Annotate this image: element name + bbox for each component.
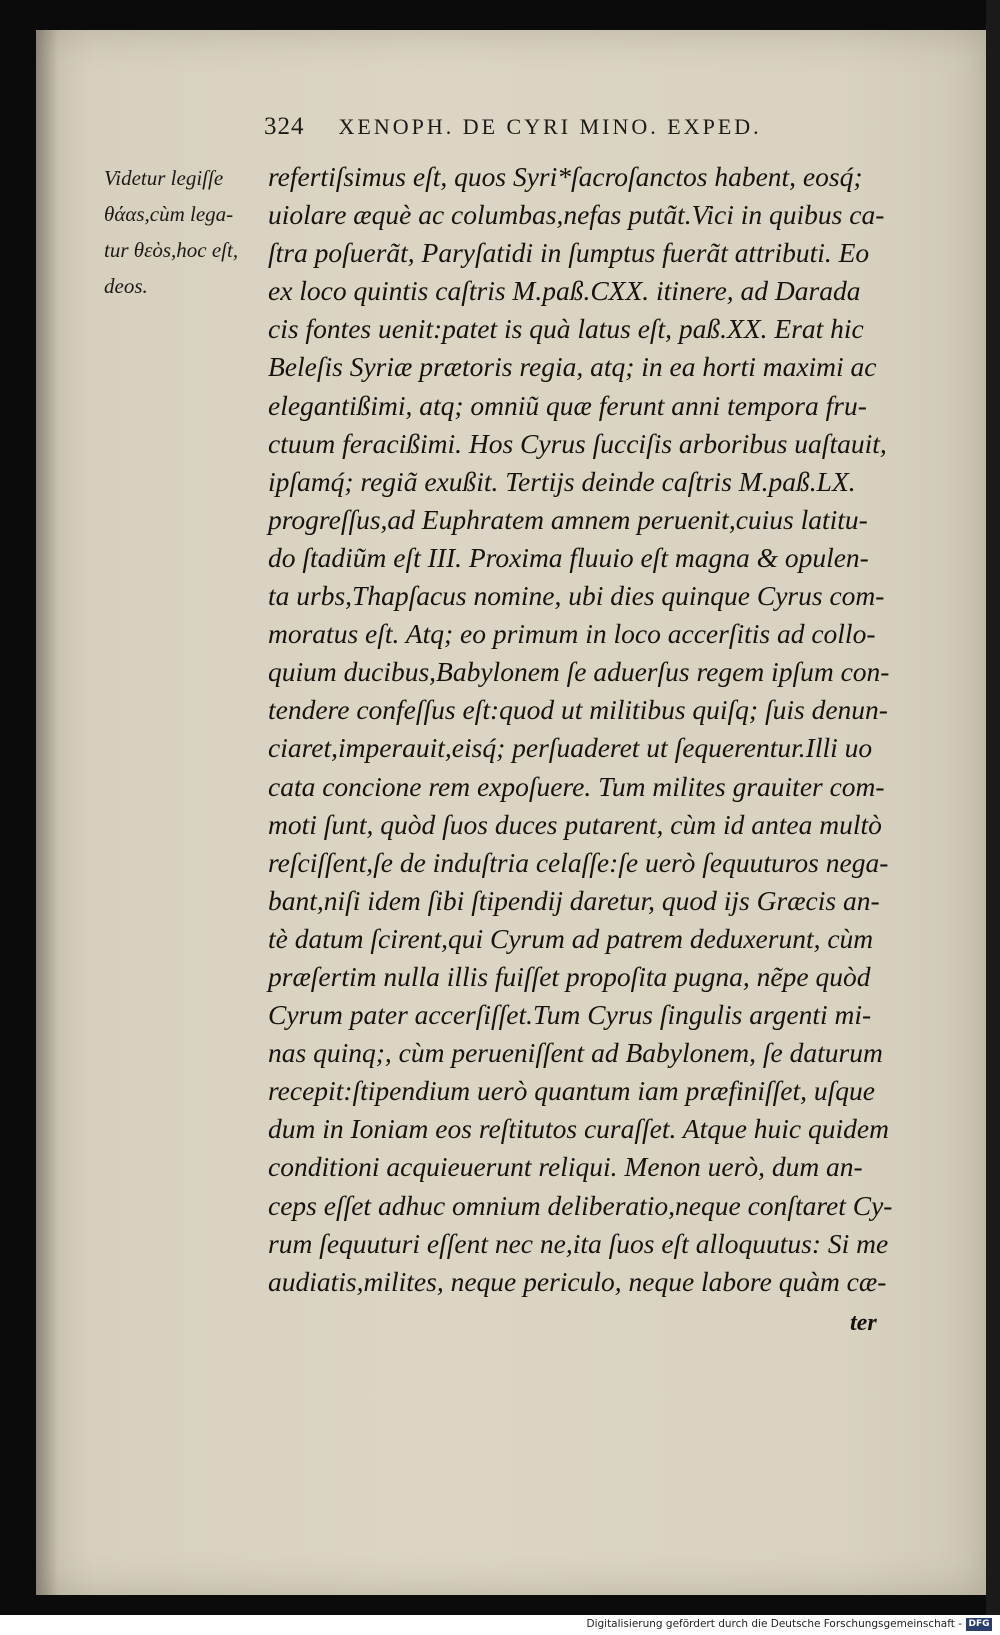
page-number: 324 [264,113,305,140]
page-header [264,113,874,141]
text-line: conditioni acquieuerunt reliqui. Menon uerò, dum an- [268,1151,863,1183]
page-gutter-shadow [36,30,58,1595]
text-line: elegantißimi, atq; omniũ quæ ferunt anni tempora fru- [268,389,867,421]
text-line: ctuum feracißimi. Hos Cyrus ſucciſis arboribus uaſtauit, [268,427,887,459]
main-text-block [268,158,928,1301]
text-line: ciaret,imperauit,eisq́; perſuaderet ut ſequerentur.Illi uo [268,732,873,764]
text-line: ex loco quintis caſtris M.paß.CXX. itinere, ad Darada [268,275,861,307]
text-line: ſtra poſuerãt, Paryſatidi in ſumptus fuerãt attributi. Eo [268,237,870,269]
text-line: bant,niſi idem ſibi ſtipendiј daretur, quod ijs Græcis an- [268,884,880,916]
running-head: XENOPH. DE CYRI MINO. EXPED. [338,114,762,139]
text-line: nas quinq;, cùm perueniſſent ad Babylonem, ſe daturum [268,1037,883,1069]
text-line: refertiſsimus eſt, quos Syri*ſacroſanctos habent, eosq́; [268,161,863,192]
catchword: ter [850,1310,877,1336]
text-line: cis fontes uenit:patet is quà latus eſt, paß.XX. Erat hic [268,313,864,345]
text-line: tè datum ſcirent,qui Cyrum ad patrem deduxerunt, cùm [268,922,874,954]
funding-credit: Digitalisierung gefördert durch die Deutsche Forschungsgemeinschaft - [586,1618,962,1630]
text-line: dum in Ioniam eos reſtitutos curaſſet. Atque huic quidem [268,1113,889,1145]
marginal-note-line: tur θεὸs,hoc eſt, [104,238,239,262]
text-line: do ſtadiũm eſt III. Proxima fluuio eſt magna & opulen- [268,541,869,573]
text-line: audiatis,milites, neque periculo, neque labore quàm cæ- [268,1265,887,1297]
marginal-note [104,160,268,304]
text-line: Cyrum pater accerſiſſet.Tum Cyrus ſingulis argenti mi- [268,999,872,1031]
dfg-logo: DFG [966,1618,992,1631]
marginal-note-line: deos. [104,274,148,298]
text-line: uiolare æquè ac columbas,nefas putãt.Vici in quibus ca- [268,199,885,231]
text-line: moti ſunt, quòd ſuos duces putarent, cùm id antea multò [268,808,882,840]
text-line: progreſſus,ad Euphratem amnem peruenit,cuius latitu- [268,503,868,535]
scan-right-edge [986,0,1000,1615]
text-line: ipſamq́; regiã exußit. Tertiјs deinde caſtris M.paß.LX. [268,465,856,497]
text-line: recepit:ſtipendium uerò quantum iam præfiniſſet, uſque [268,1075,875,1107]
marginal-note-line: Videtur legiſſe [104,166,224,190]
marginal-note-line: θάαs,cùm lega- [104,202,234,226]
text-line: rum ſequuturi eſſent nec ne,ita ſuos eſt alloquutus: Si me [268,1227,889,1259]
text-line: moratus eſt. Atq; eo primum in loco accerſitis ad collo- [268,618,876,650]
text-line: reſciſſent,ſe de induſtria celaſſe:ſe uerò ſequuturos nega- [268,846,889,878]
text-line: quium ducibus,Babylonem ſe aduerſus regem ipſum con- [268,656,890,688]
text-line: cata concione rem expoſuere. Tum milites grauiter com- [268,770,885,802]
text-line: ceps eſſet adhuc omnium deliberatio,neque conſtaret Cy- [268,1189,893,1221]
text-line: ta urbs,Thapſacus nomine, ubi dies quinque Cyrus com- [268,580,885,612]
text-line: præſertim nulla illis fuiſſet propoſita pugna, nẽpe quòd [268,960,871,992]
text-line: tendere confeſſus eſt:quod ut militibus quiſq; ſuis denun- [268,694,888,726]
text-line: Beleſis Syriæ prætoris regia, atq; in ea horti maximi ac [268,351,877,383]
